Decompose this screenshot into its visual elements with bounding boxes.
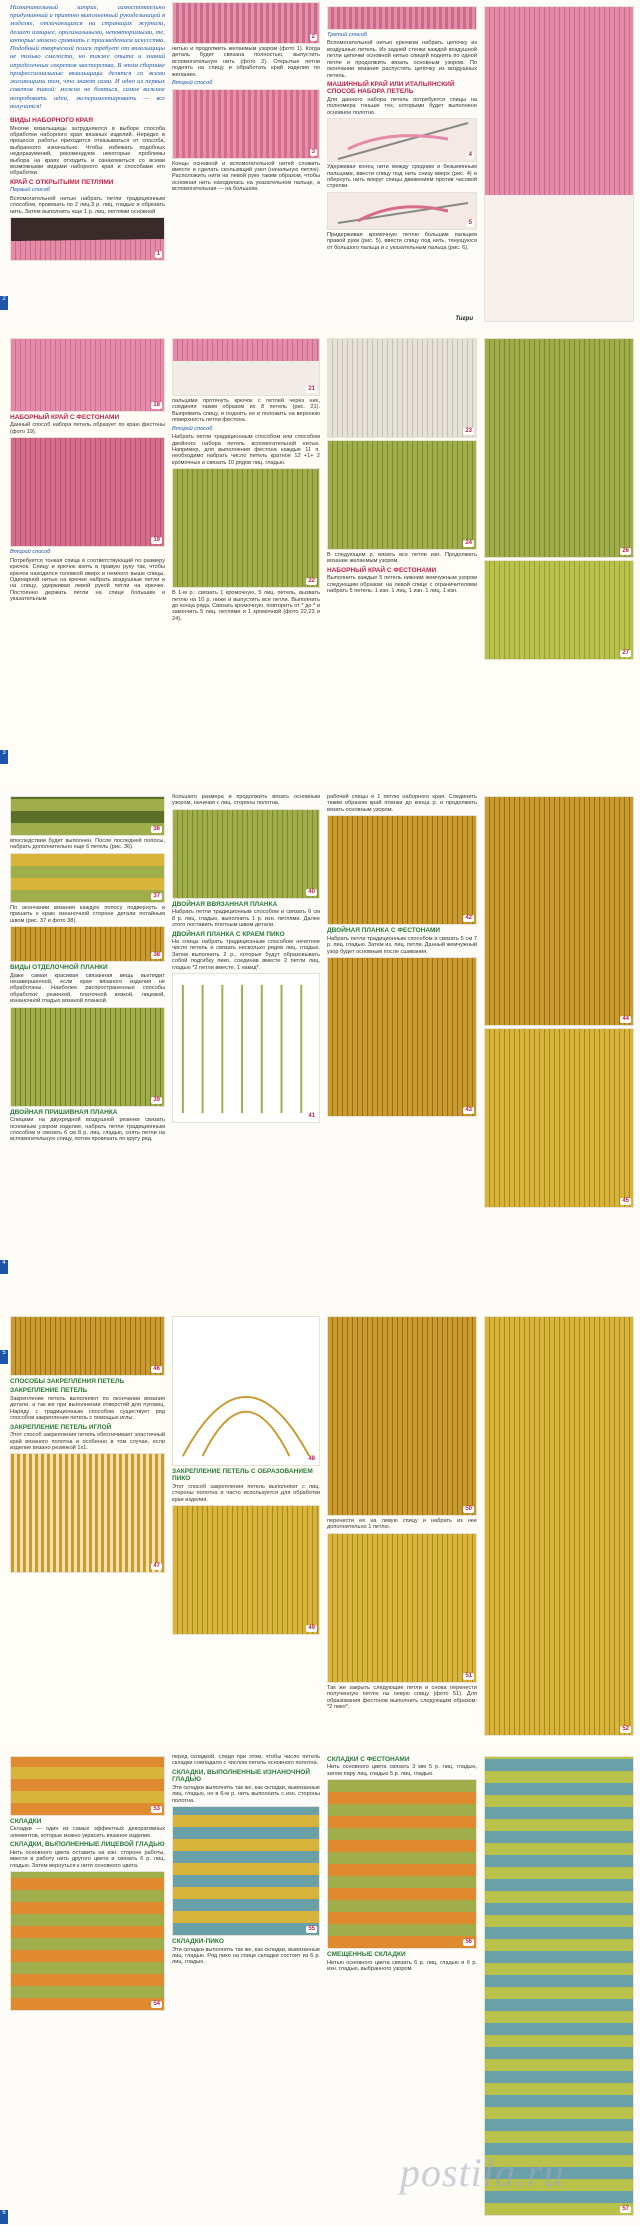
text-first-method: Вспомогательной нитью набрать петли традиционным способом, провязать по 2 лиц.3 р. лиц. гладью и обрезать нить. Затем выполнить еще 1 р. лиц. петлями основной	[10, 195, 165, 215]
text-second-method: Концы основной и вспомогательной нитей сложить вместе и сделать скользящий узел (начальную петлю). Расположить нити на левой руке таким образом, чтобы основная нить находилась на указательном пальце, а вспомогательная — на большом.	[172, 160, 320, 193]
photo-41	[172, 973, 320, 1123]
heading-scallop-edge: НАБОРНЫЙ КРАЙ С ФЕСТОНАМИ	[327, 566, 437, 574]
heading-folds: СКЛАДКИ	[10, 1818, 42, 1825]
photo-37	[10, 853, 165, 903]
text-machine: Для данного набора петель потребуется спицы на полномера тоньше тех, которыми будет выполнено основное полотно.	[327, 96, 477, 116]
text-fold-scallop: Нить основного цвета связать 3 мм 5 р. лиц. гладью, затем пару лиц. гладью 5 р. лиц. гладью.	[327, 1764, 477, 1777]
photo-number: 57	[622, 2206, 629, 2213]
photo-39	[10, 1007, 165, 1107]
text-folds: Складки — один из самых эффектных декоративных элементов, которые можно украсить вязаное изделие.	[10, 1826, 165, 1839]
photo-number: 37	[153, 892, 160, 899]
photo-22	[172, 468, 320, 588]
photo-number: 2	[311, 34, 315, 41]
photo-number: 48	[308, 1456, 315, 1463]
column-1	[10, 794, 165, 1306]
photo-number: 54	[153, 2001, 160, 2008]
heading-machine-edge: МАШИННЫЙ КРАЙ ИЛИ ИТАЛЬЯНСКИЙ СПОСОБ НАБОРА ПЕТЕЛЬ	[327, 80, 455, 96]
column-2	[172, 336, 320, 786]
text-mid: пальцами протянуть крючок с петлей через них, соединяя таким образом их 8 петель (рис. 21). Выпрямить спицу, и поднять ее и положить на верхнюю поверхность петли фестона.	[172, 398, 320, 424]
text-twin: Набрать петли традиционным способом и связать 6 см 8 р. лиц. гладью, выполнить 1 р. изн. петлями. Далее этого поставить плотным швом детали.	[172, 909, 320, 929]
subheading-third: Третий способ	[327, 32, 367, 38]
text-fold: перед складкой, следя при этом, чтобы число петель складки совпадало с числом петель основного полотна.	[172, 1754, 320, 1767]
page-section-1	[0, 0, 640, 330]
column-4	[484, 336, 634, 786]
heading-double: ДВОЙНАЯ ПРИШИВНАЯ ПЛАНКА	[10, 1108, 118, 1116]
heading-close: ЗАКРЕПЛЕНИЕ ПЕТЕЛЬ	[10, 1387, 88, 1395]
text-tail: Так же закрыть следующие петли и снова перенести полученную петлю на левую спицу (фото 51). Для образования фестонов выполнить следующим образом: *2 пико*.	[327, 1684, 477, 1711]
column-1	[10, 4, 165, 324]
photo-number: 27	[622, 650, 629, 657]
photo-number: 36	[153, 826, 160, 833]
text-second-method: Потребуется тонкая спица в соответствующий по размеру крючок. Спицу и крючок взять в правую руку так, чтобы крючок находился головкой вверх и немного выше спицы. Одинарной нитью на крючке набрать воздушные петли и на спицу, удерживая левой рукой петли на крючке. Постоянно держать петли на спице большим и указательным	[10, 557, 165, 603]
column-2	[172, 1314, 320, 1746]
photo-number: 3	[311, 148, 315, 155]
photo-number: 51	[465, 1672, 472, 1679]
photo-number: 56	[465, 1939, 472, 1946]
photo-number: 46	[153, 1366, 160, 1373]
text-follow: В следующем р. вязать все петли изн. Продолжить вязание желаемым узором.	[327, 552, 477, 565]
text-big: большего размера и продолжить вязать основным узором, начиная с лиц. стороны полотна.	[172, 794, 320, 807]
photo-19	[10, 437, 165, 547]
text-picot: На спицы набрать традиционным способом нечетное число петель и связать несколько рядов лиц. гладью. Затем выполнить 2 р., которые будут образовывать собой подгибку пико, соединив вместе 2 петли лиц. гладью *2 петли вместе, 1 накид*.	[172, 939, 320, 971]
heading-open-loops: КРАЙ С ОТКРЫТЫМИ ПЕТЛЯМИ	[10, 178, 114, 186]
photo-38	[10, 926, 165, 962]
text-mixed: Нитью основного цвета связать 6 р. лиц. гладью и 6 р. изн. гладью, выбранного узором.	[327, 1959, 477, 1973]
subheading-third: Второй способ	[172, 425, 213, 432]
photo-number: 55	[308, 1926, 315, 1933]
text-fix: Этот способ закрепления петель выполняют с лиц. стороны полотна и часто используется для обработки края изделия.	[172, 1483, 320, 1503]
photo-number: 19	[153, 537, 160, 544]
column-3	[327, 794, 477, 1306]
text-bands: Даже самая красивая связанная вещь выглядит незавершенной, если края вязаного изделия не обработаны. Наиболее распространенные способы обработки: резинкой, платочной вязкой, лицевой, изнаночной гладью вязаной планкой.	[10, 972, 165, 1005]
text-needle: Этот способ закрепления петель обеспечивает эластичный край вязаного полотна и особенно в том случае, если изделие вязано резинкой 1х1.	[10, 1432, 165, 1451]
photo-number: 41	[308, 1113, 315, 1120]
photo-number: 52	[622, 1726, 629, 1733]
photo-43	[327, 957, 477, 1117]
column-3	[327, 336, 477, 786]
page-number: 6	[0, 2210, 8, 2224]
photo-52	[484, 1316, 634, 1736]
photo-53	[10, 1756, 165, 1816]
photo-21	[172, 338, 320, 396]
text-third-method: Набрать петли традиционным способом или способом двойного набора петель вспомогательной нитью. Например, для выполнения фестона каждые 11 п. необходимо набрать число петель кратное 12 +1+ 2 кромочных и связать 10 рядов лиц. гладью.	[172, 434, 320, 466]
photo-23	[327, 338, 477, 438]
photo-number: 45	[622, 1198, 629, 1205]
subheading-second: Второй способ	[10, 549, 51, 556]
photo-5	[327, 192, 477, 230]
photo-number: 26	[622, 548, 629, 555]
text-double: Спицами на двухрядной воздушной резинке связать основным узором изделие, набрать петли традиционным способом и связать 6 см 8 р. лиц. гладью, снять петли на вспомогательную спицу, потом провязать по кругу ряд.	[10, 1117, 165, 1143]
photo-number: 23	[465, 428, 472, 435]
heading-picot-folds: СКЛАДКИ-ПИКО	[172, 1938, 224, 1946]
heading-cast-on: ВИДЫ НАБОРНОГО КРАЯ	[10, 117, 93, 125]
text-cast-on: Многие вязальщицы затрудняются в выборе способа обработки наборного края вязаных изделий. Нередко в процессе работы приходится отказываться от способа, выбранного изначально. Чтобы избежать подобных недоразумений, рекомендуем некоторые проблемы выбора на краях отходить и ознакомиться со всеми возможными видами наборного края и способами его обработки.	[10, 125, 165, 177]
text-rest: впоследствии будет выполнен. После последней полосы, набрать дополнительно еще 6 петель (рис. 36).	[10, 838, 165, 851]
photo-number: 44	[622, 1016, 629, 1023]
column-1	[10, 336, 165, 786]
heading-picot: ДВОЙНАЯ ПЛАНКА С КРАЕМ ПИКО	[172, 930, 285, 938]
page-number: 2	[0, 296, 8, 310]
text-end: По окончании вязания каждую полосу подвернуть и пришить к краю изнаночной стороне детали потайным швом (рис. 37 и фото 38).	[10, 904, 165, 924]
heading-scallop: НАБОРНЫЙ КРАЙ С ФЕСТОНАМИ	[10, 414, 120, 421]
heading-face: СКЛАДКИ, ВЫПОЛНЕННЫЕ ЛИЦЕВОЙ ГЛАДЬЮ	[10, 1841, 165, 1849]
watermark: postila.ru	[400, 2150, 565, 2195]
photo-number: 53	[153, 1806, 160, 1813]
photo-40	[172, 809, 320, 899]
photo-number: 47	[153, 1563, 160, 1570]
photo-number: 4	[468, 152, 472, 159]
photo-number: 18	[153, 402, 160, 409]
column-3	[327, 4, 477, 326]
heading-inner: СКЛАДКИ, ВЫПОЛНЕННЫЕ ИЗНАНОЧНОЙ ГЛАДЬЮ	[172, 1768, 311, 1784]
photo-top-3	[327, 6, 477, 30]
text-inner: Эти складки выполнять так же, как складки, вывязанные лиц. гладью, но в 6-м р. нить выполнить с изн. стороны полотна.	[172, 1784, 320, 1804]
photo-number: 21	[308, 386, 315, 393]
photo-27	[484, 560, 634, 660]
photo-26	[484, 338, 634, 558]
page-number: 4	[0, 1260, 8, 1274]
text-right: рабочей спицы и 1 петлю наборного края. Соединить таким образом край планки до конца р. и продолжить вязать основным узором.	[327, 794, 477, 813]
brand-logo: Тигри	[455, 316, 473, 323]
text-hold: Придерживая кромочную петлю большим пальцем правой руки (рис. 5), ввести спицу под нить, тянущуюся от большого пальца и с указательным пальца (рис. 6).	[327, 231, 477, 251]
text-picot-folds: Эти складки выполнять так же, как складки, вывязанные лиц. гладью. Ряд пико на спице складки состоит из 6 р. лиц. гладью.	[172, 1946, 320, 1966]
photo-number: 42	[465, 915, 472, 922]
page-section-4	[0, 1310, 640, 1750]
text-row-1: В 1-м р.: связать 1 кромочную, 5 лиц. петель, вызвать петлю на 10 р. ниже и выпустить все петли. Выполнить до конца ряда. Связать кромочную, повторить от * до * и закончить 5 лиц. петлями и 1 кромочной (фото 22,23 и 24).	[172, 590, 320, 622]
heading-mixed: СМЕЩЕННЫЕ СКЛАДКИ	[327, 1951, 406, 1959]
text-festoon: Набрать петли традиционным способом и связать 5 см 7 р. лиц. гладью. Затем из. лиц. петли. Данный жемчужный узор будет основным после сшивания.	[327, 935, 477, 955]
photo-number: 50	[465, 1506, 472, 1513]
photo-51	[327, 1533, 477, 1683]
photo-2	[172, 2, 320, 44]
heading-twin: ДВОЙНАЯ ВВЯЗАННАЯ ПЛАНКА	[172, 900, 278, 908]
photo-strip	[484, 6, 634, 322]
page-number: 3	[0, 750, 8, 764]
photo-3	[172, 89, 320, 159]
photo-56	[327, 1779, 477, 1949]
column-4	[484, 794, 634, 1306]
page-section-3	[0, 790, 640, 1310]
column-2	[172, 0, 320, 330]
page-number: 5	[0, 1350, 8, 1364]
photo-number: 49	[308, 1625, 315, 1632]
photo-number: 43	[465, 1107, 472, 1114]
photo-48	[172, 1316, 320, 1466]
photo-18	[10, 338, 165, 412]
photo-54	[10, 1871, 165, 2011]
heading-festoon: ДВОЙНАЯ ПЛАНКА С ФЕСТОНАМИ	[327, 927, 441, 935]
column-4	[484, 4, 634, 326]
heading-plank: СПОСОБЫ ЗАКРЕПЛЕНИЯ ПЕТЕЛЬ	[10, 1378, 125, 1385]
photo-45	[484, 1028, 634, 1208]
heading-fold-scallop: СКЛАДКИ С ФЕСТОНАМИ	[327, 1756, 410, 1763]
column-3	[327, 1314, 477, 1746]
column-2	[172, 1754, 320, 2224]
photo-number: 38	[153, 952, 160, 959]
text-machine-2: Удерживая конец нити между средним и безымянным пальцами, ввести спицу под нить снизу вверх (рис. 4) и обернуть нить вокруг спицы движением против часовой стрелки.	[327, 164, 477, 190]
photo-42	[327, 815, 477, 925]
heading-bands: ВИДЫ ОТДЕЛОЧНОЙ ПЛАНКИ	[10, 964, 108, 972]
photo-57	[484, 1756, 634, 2216]
column-2	[172, 794, 320, 1306]
photo-44	[484, 796, 634, 1026]
heading-fix: ЗАКРЕПЛЕНИЕ ПЕТЕЛЬ С ОБРАЗОВАНИЕМ ПИКО	[172, 1468, 313, 1483]
photo-55	[172, 1806, 320, 1936]
text-face: Нить основного цвета оставить на изн. стороне работы, ввести в работу нить другого цвета и связать 6 р. лиц. гладью. Затем вернуться к нити основного цвета.	[10, 1849, 165, 1869]
page-section-2	[0, 330, 640, 790]
photo-4	[327, 118, 477, 162]
text-third-method: Вспомогательной нитью крючком набрать цепочку из воздушных петель. Из задней стенки каждой воздушной петли цепочки основной нитью спицей поднять по одной петле и продолжить вязать основным узором. По окончании вязания распустить цепочку из воздушных петель.	[327, 40, 477, 79]
photo-number: 1	[156, 251, 160, 258]
heading-needle: ЗАКРЕПЛЕНИЕ ПЕТЕЛЬ ИГЛОЙ	[10, 1423, 112, 1431]
photo-47	[10, 1453, 165, 1573]
column-1	[10, 1754, 165, 2224]
photo-24	[327, 440, 477, 550]
photo-number: 5	[468, 219, 472, 226]
photo-number: 39	[153, 1096, 160, 1103]
subheading-first: Первый способ	[10, 187, 51, 194]
text-scallop-edge: Выполнить каждые 5 петель нижним жемчужным узором следующим образом: на левой спице с ограничителями набрать 5 петель: 1 изн. 1 лиц. 1 изн. 1 лиц. 1 изн.	[327, 575, 477, 595]
text-loop: перенести ее на левую спицу и набрать из нее дополнительно 1 петлю.	[327, 1518, 477, 1531]
text-close: Закрепление петель выполняют по окончании вязания детали, а так же при выполнении отверстий для пуговиц. Наряду с традиционным способом существует ряд способов закрепления петель с помощью иглы.	[10, 1395, 165, 1422]
photo-number: 22	[308, 578, 315, 585]
text-scallop: Данный способ набора петель образует по краю фестоны (фото 19).	[10, 422, 165, 435]
photo-number: 24	[465, 540, 472, 547]
photo-1	[10, 217, 165, 261]
intro-text: Назначительный штрих, самостоятельно придуманный и приятно выполненный рукодельницей в моделях, отличающихся на страницах журнала, делает изящнее, оригинальными, неповторимыми, те, которые можно сравнить с произведением искусства. Подобный творческий поиск требует от вязальщицы не только смелости, но также опыта и знаний определенных секретов мастерства. В этом сборнике профессиональные вязальщицы делятся со всеми желающими тем, что знают сами. И одно из первых советов такой: можно не бояться, самое важное попробовать идеи, экспериментировать — все получится!	[10, 4, 165, 110]
subheading-second: Второй способ	[172, 80, 213, 87]
photo-36	[10, 796, 165, 836]
photo-number: 40	[308, 888, 315, 895]
text-top: нитью и продолжить желаемым узором (фото 1). Когда деталь будет связана полностью, выпустить вспомогательную нить (фото 2). Открытые петли поднять на спицу и обработать край изделия по желанию.	[172, 46, 320, 78]
photo-50	[327, 1316, 477, 1516]
photo-46	[10, 1316, 165, 1376]
column-1	[10, 1314, 165, 1746]
photo-49	[172, 1505, 320, 1635]
column-4	[484, 1314, 634, 1746]
